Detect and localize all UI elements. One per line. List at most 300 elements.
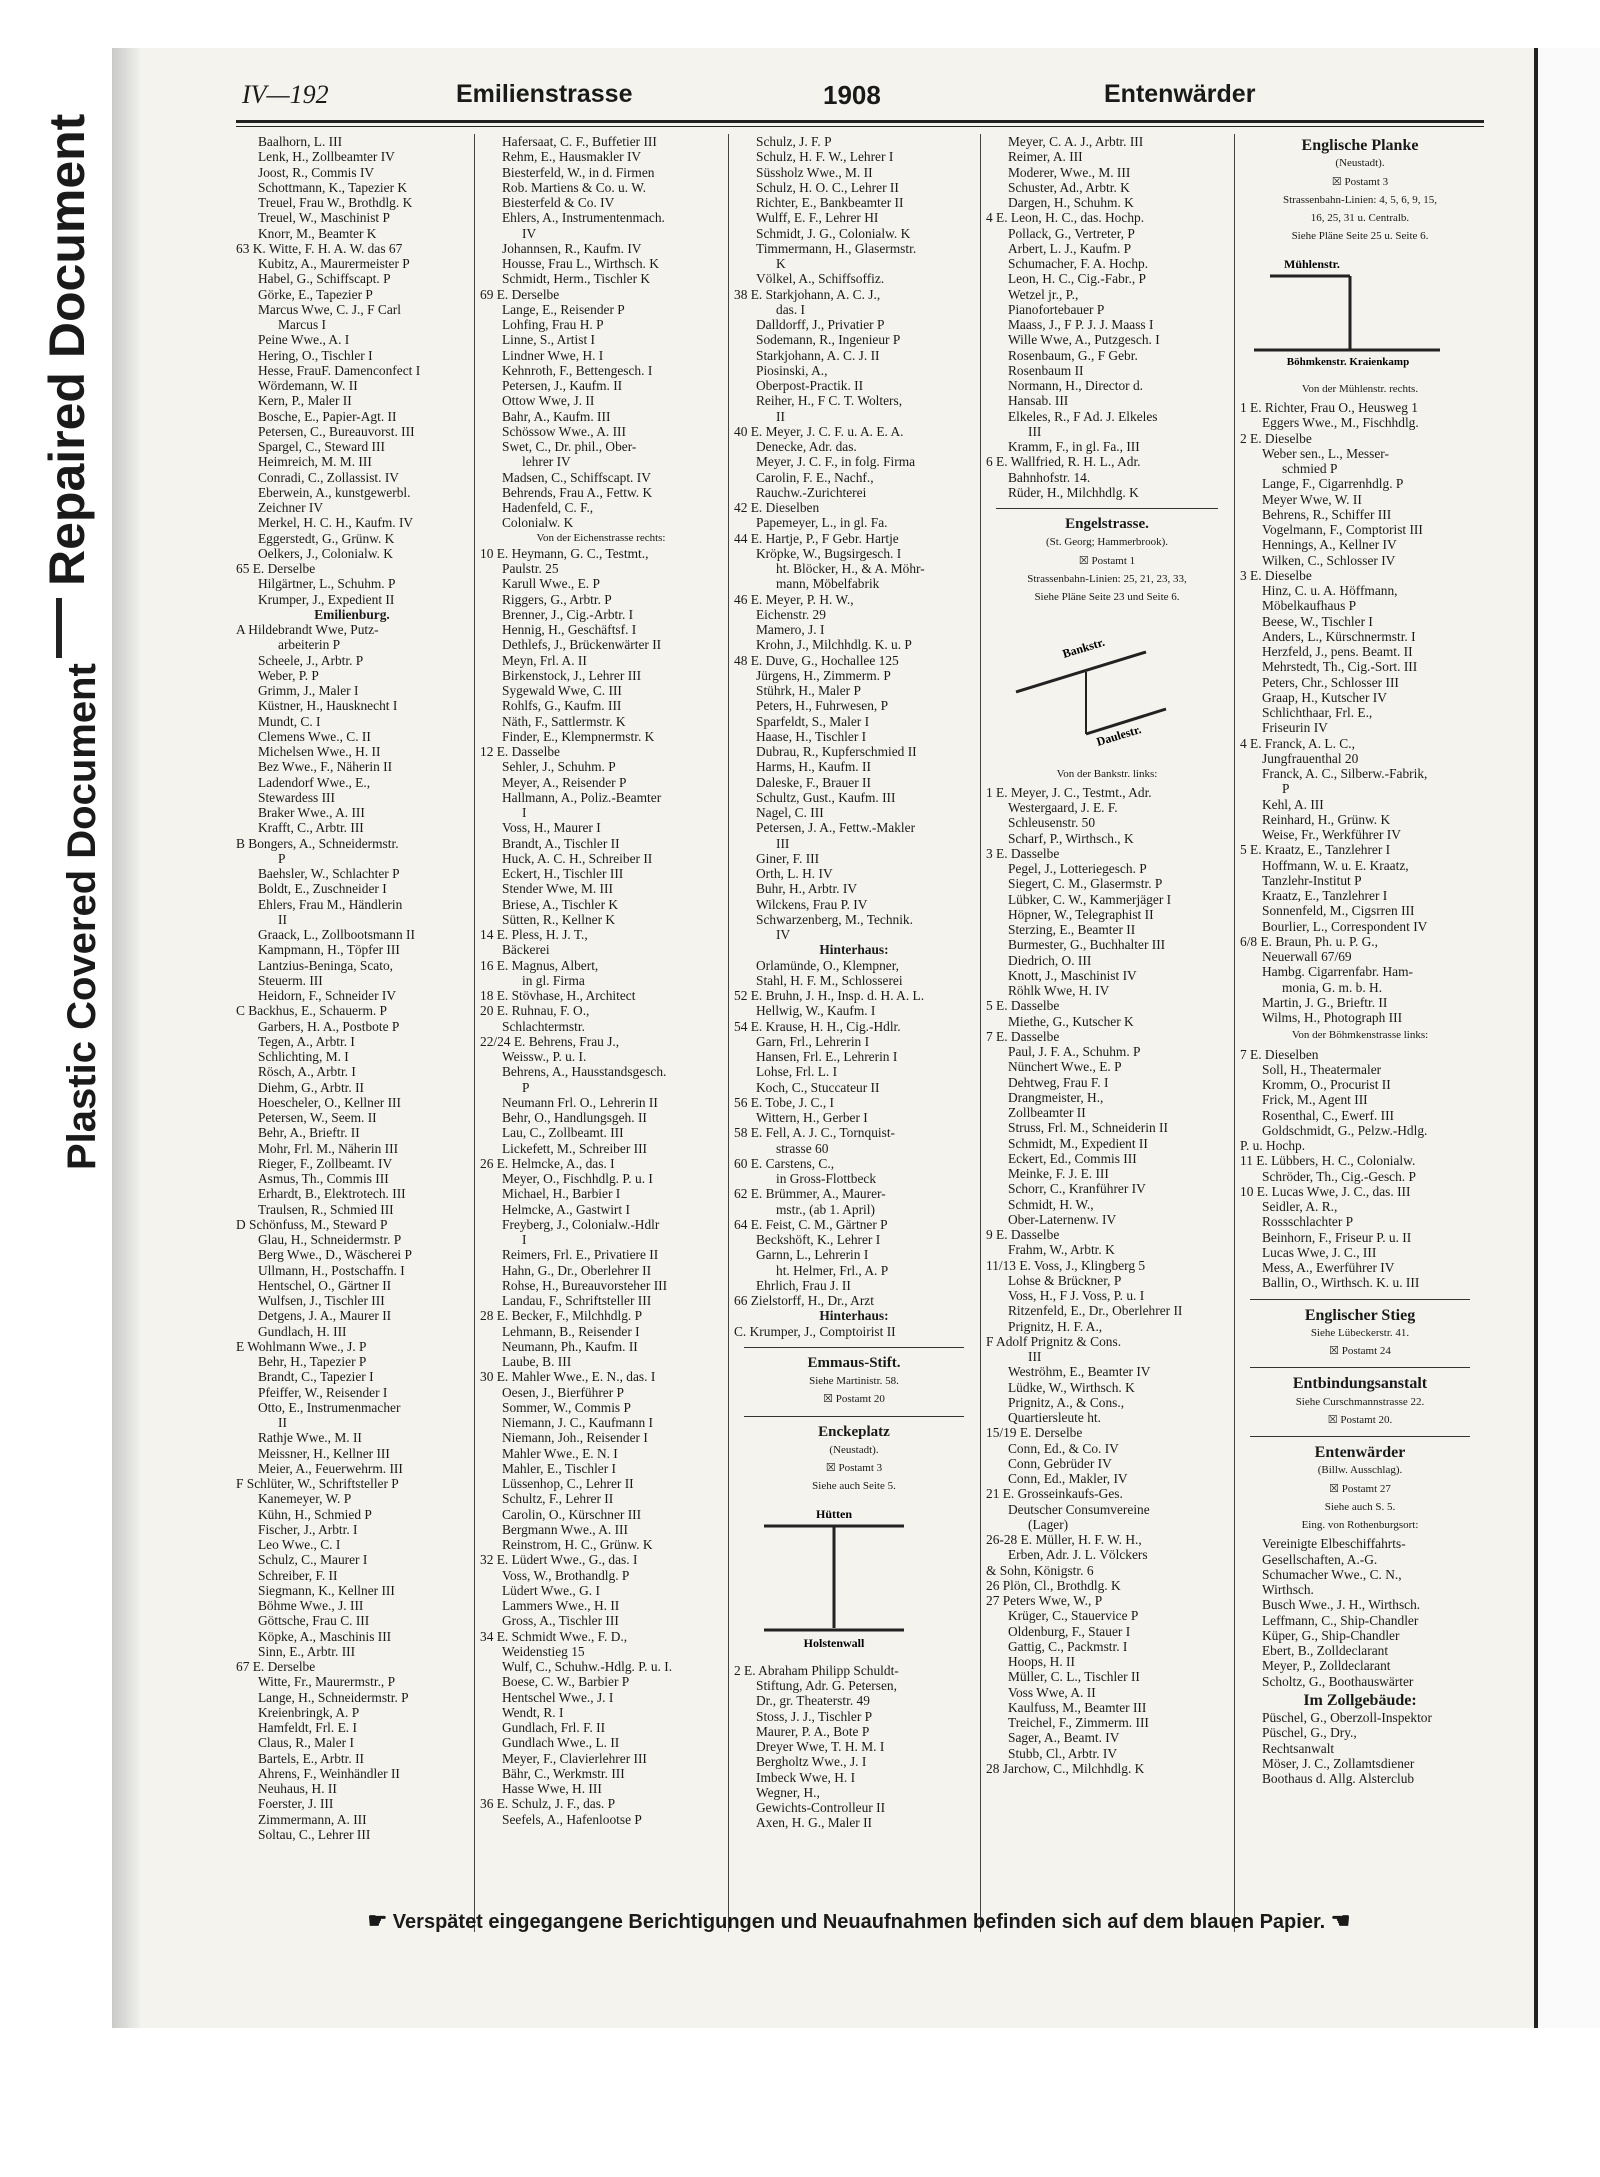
directory-entry: Kreienbringk, A. P: [258, 1704, 360, 1720]
directory-entry: Hennig, H., Geschäftsf. I: [502, 622, 637, 637]
section-rule: [744, 1347, 964, 1348]
directory-entry: (Lager): [1028, 1516, 1069, 1532]
directory-entry: Mehrstedt, Th., Cig.-Sort. III: [1262, 659, 1418, 675]
directory-entry: Schottmann, K., Tapezier K: [258, 179, 408, 195]
directory-entry: P: [1282, 781, 1290, 797]
directory-entry: Schulz, J. F. P: [756, 134, 832, 149]
directory-entry: Knott, J., Maschinist IV: [1008, 967, 1137, 983]
directory-entry: Moderer, Wwe., M. III: [1008, 164, 1131, 180]
engelstrasse-entries: [986, 785, 1228, 1776]
directory-entry: P: [278, 850, 286, 866]
directory-entry: Starkjohann, A. C. J. II: [756, 347, 880, 363]
directory-entry: Denecke, Adr. das.: [756, 439, 857, 454]
postamt-icon: ☒: [1331, 175, 1342, 188]
directory-entry: Göttsche, Frau C. III: [258, 1613, 370, 1629]
directory-entry: Meyer Wwe, W. II: [1262, 491, 1362, 507]
directory-entry: Garnn, L., Lehrerin I: [756, 1247, 869, 1263]
directory-entry: Behr, H., Tapezier P: [258, 1354, 367, 1369]
directory-entry: K: [776, 256, 786, 271]
directory-entry: Rüder, H., Milchhdlg. K: [1008, 484, 1139, 500]
directory-entry: Rieger, F., Zollbeamt. IV: [258, 1155, 393, 1171]
directory-entry: Gundlach, H. III: [258, 1323, 347, 1339]
directory-entry: Hansen, Frl. E., Lehrerin I: [756, 1049, 898, 1064]
entenwaerder-side: Eing. von Rothenburgsort:: [1301, 1519, 1419, 1531]
directory-entry: Laube, B. III: [502, 1354, 572, 1369]
directory-entry: Carolin, O., Kürschner III: [502, 1506, 642, 1522]
directory-entry: Lüssenhop, C., Lehrer II: [502, 1476, 634, 1491]
directory-entry: Orlamünde, O., Klempner,: [756, 957, 900, 973]
directory-entry: Prignitz, H. F. A.,: [1008, 1318, 1103, 1334]
directory-entry: Conn, Ed., Makler, IV: [1008, 1471, 1128, 1486]
directory-entry: Schmidt, J. G., Colonialw. K: [756, 225, 911, 241]
directory-entry: Hamfeldt, Frl. E. I: [258, 1720, 357, 1735]
directory-entry: P: [522, 1079, 530, 1095]
directory-entry: Behrends, Frau A., Fettw. K: [502, 484, 653, 500]
directory-entry: Bergmann Wwe., A. III: [502, 1521, 628, 1537]
directory-entry: 5 E. Dasselbe: [986, 998, 1060, 1014]
directory-entry: Reimer, A. III: [1008, 149, 1083, 165]
directory-entry: Sager, A., Beamt. IV: [1008, 1730, 1120, 1746]
entbindungsanstalt-see: Siehe Curschmannstrasse 22.: [1295, 1395, 1425, 1408]
directory-entry: Möser, J. C., Zollamtsdiener: [1262, 1755, 1415, 1771]
directory-entry: Boothaus d. Allg. Alsterclub: [1262, 1771, 1415, 1786]
englische-planke-see: Siehe Pläne Seite 25 u. Seite 6.: [1291, 230, 1429, 243]
directory-entry: 4 E. Leon, H. C., das. Hochp.: [986, 210, 1145, 226]
directory-entry: Baalhorn, L. III: [258, 134, 343, 149]
directory-entry: Schmidt, M., Expedient II: [1008, 1135, 1148, 1151]
column-2: [480, 134, 722, 1934]
directory-entry: & Sohn, Königstr. 6: [986, 1562, 1094, 1578]
directory-entry: Hahn, G., Dr., Oberlehrer II: [502, 1262, 652, 1278]
directory-entry: Meyn, Frl. A. II: [502, 652, 587, 668]
directory-entry: Hambg. Cigarrenfabr. Ham-: [1262, 964, 1413, 980]
emmaus-stift-title: Emmaus-Stift.: [807, 1354, 901, 1371]
directory-entry: Kramm, F., in gl. Fa., III: [1008, 439, 1140, 454]
page-header: [228, 78, 1490, 122]
directory-entry: Wittern, H., Gerber I: [756, 1110, 868, 1125]
directory-entry: Conn, Ed., & Co. IV: [1008, 1440, 1119, 1456]
engelstrasse-title: Engelstrasse.: [1065, 516, 1149, 532]
directory-entry: Normann, H., Director d.: [1008, 378, 1143, 393]
directory-entry: 69 E. Derselbe: [480, 286, 560, 302]
directory-entry: Eberwein, A., kunstgewerbl.: [258, 484, 411, 500]
directory-entry: Rauchw.-Zurichterei: [756, 484, 867, 500]
directory-entry: Sterzing, E., Beamter II: [1008, 922, 1136, 937]
directory-entry: III: [1028, 423, 1042, 439]
directory-entry: Petersen, J. A., Fettw.-Makler: [756, 820, 916, 836]
directory-entry: Hasse Wwe, H. III: [502, 1781, 602, 1796]
directory-entry: Wilckens, Frau P. IV: [756, 896, 868, 912]
column-5: [1240, 134, 1480, 1934]
englische-planke-street-map: [1240, 254, 1460, 370]
directory-entry: Reinhard, H., Grünw. K: [1262, 811, 1391, 827]
directory-entry: Meier, A., Feuerwehrm. III: [258, 1460, 403, 1476]
directory-entry: strasse 60: [776, 1140, 829, 1156]
directory-entry: Schumacher, F. A. Hochp.: [1008, 256, 1149, 271]
directory-entry: Bosche, E., Papier-Agt. II: [258, 408, 397, 424]
directory-entry: Busch Wwe., J. H., Wirthsch.: [1262, 1597, 1421, 1613]
directory-entry: 26-28 E. Müller, H. F. W. H.,: [986, 1532, 1142, 1547]
directory-entry: Frick, M., Agent III: [1262, 1092, 1368, 1108]
directory-entry: Stiftung, Adr. G. Petersen,: [756, 1678, 897, 1693]
directory-entry: Hilgärtner, L., Schuhm. P: [258, 576, 396, 592]
directory-entry: Soll, H., Theatermaler: [1262, 1061, 1382, 1077]
enckeplatz-see: Siehe auch Seite 5.: [812, 1480, 896, 1493]
directory-entry: 16 E. Magnus, Albert,: [480, 957, 599, 973]
directory-entry: Maass, J., F P. J. J. Maass I: [1008, 317, 1154, 332]
directory-entry: Daleske, F., Brauer II: [756, 774, 871, 790]
directory-entry: Lüdke, W., Wirthsch. K: [1008, 1379, 1135, 1395]
directory-entry: 1 E. Meyer, J. C., Testmt., Adr.: [986, 784, 1152, 800]
directory-entry: Garn, Frl., Lehrerin I: [756, 1033, 870, 1049]
directory-entry: Lohse & Brückner, P: [1008, 1272, 1122, 1288]
repaired-document-label: Repaired Document: [39, 113, 95, 586]
column-3-entries: [734, 134, 974, 1339]
directory-entry: Niemann, J. C., Kaufmann I: [502, 1415, 653, 1430]
directory-entry: Frahm, W., Arbtr. K: [1008, 1242, 1115, 1258]
directory-entry: Rohlfs, G., Kaufm. III: [502, 698, 622, 714]
directory-entry: Paul, J. F. A., Schuhm. P: [1008, 1044, 1141, 1059]
directory-entry: Steuerm. III: [258, 972, 323, 988]
directory-entry: Hentschel, O., Gärtner II: [258, 1277, 392, 1293]
englische-planke-tram-2: 16, 25, 31 u. Centralb.: [1310, 212, 1410, 224]
directory-entry: Schröder, Th., Cig.-Gesch. P: [1262, 1168, 1416, 1184]
directory-entry: Rossschlachter P: [1262, 1214, 1354, 1230]
emmaus-stift-postamt: ☒ Postamt 20: [823, 1393, 885, 1406]
directory-entry: Karull Wwe., E. P: [502, 576, 600, 592]
directory-entry: Sygewald Wwe, C. III: [502, 683, 622, 698]
directory-entry: B Bongers, A., Schneidermstr.: [236, 835, 399, 851]
map-street-bankstr: [1016, 652, 1146, 692]
directory-entry: Voss, H., F J. Voss, P. u. I: [1008, 1288, 1145, 1303]
directory-entry: Gewichts-Controlleur II: [756, 1800, 886, 1815]
directory-entry: Mess, A., Ewerführer IV: [1262, 1260, 1395, 1275]
directory-entry: Merkel, H. C. H., Kaufm. IV: [258, 515, 414, 531]
englische-planke-title: Englische Planke: [1301, 137, 1419, 154]
directory-entry: Goldschmidt, G., Pelzw.-Hdlg.: [1262, 1122, 1428, 1138]
directory-entry: Ladendorf Wwe., E.,: [258, 774, 371, 790]
directory-entry: Pollack, G., Vertreter, P: [1008, 225, 1135, 241]
directory-entry: Rösch, A., Arbtr. I: [258, 1064, 356, 1080]
page-footer: [228, 1908, 1490, 1934]
directory-entry: 6 E. Wallfried, R. H. L., Adr.: [986, 454, 1141, 470]
directory-entry: Püschel, G., Oberzoll-Inspektor: [1262, 1710, 1432, 1725]
directory-entry: Meissner, H., Kellner III: [258, 1445, 390, 1461]
directory-entry: Kehnroth, F., Bettengesch. I: [502, 362, 653, 378]
directory-entry: Richter, E., Bankbeamter II: [756, 195, 904, 210]
directory-entry: 3 E. Dasselbe: [986, 845, 1060, 861]
directory-entry: Asmus, Th., Commis III: [258, 1171, 389, 1186]
directory-entry: 42 E. Dieselben: [734, 500, 820, 515]
directory-entry: Boese, C. W., Barbier P: [502, 1674, 630, 1690]
directory-entry: Weströhm, E., Beamter IV: [1008, 1364, 1151, 1380]
directory-entry: Maurer, P. A., Bote P: [756, 1723, 870, 1739]
directory-entry: Dreyer Wwe, T. H. M. I: [756, 1739, 885, 1754]
postamt-icon: ☒: [825, 1462, 836, 1474]
directory-entry: Mahler Wwe., E. N. I: [502, 1445, 618, 1461]
directory-entry: Colonialw. K: [502, 515, 574, 531]
directory-entry: Gundlach, Frl. F. II: [502, 1720, 606, 1735]
directory-entry: Ahrens, F., Weinhändler II: [258, 1765, 400, 1781]
directory-entry: Von der Eichenstrasse rechts:: [536, 531, 666, 544]
directory-entry: 1 E. Richter, Frau O., Heusweg 1: [1240, 400, 1418, 415]
directory-entry: Ehlers, Frau M., Händlerin: [258, 896, 403, 912]
directory-entry: Clemens Wwe., C. II: [258, 728, 371, 744]
directory-entry: Glau, H., Schneidermstr. P: [258, 1232, 402, 1247]
directory-entry: Emilienburg.: [314, 606, 390, 622]
directory-entry: Wetzel jr., P.,: [1008, 286, 1079, 302]
directory-entry: Heidorn, F., Schneider IV: [258, 988, 397, 1003]
directory-entry: Leon, H. C., Cig.-Fabr., P: [1008, 271, 1146, 287]
directory-entry: Kubitz, A., Maurermeister P: [258, 256, 410, 271]
directory-entry: Oberpost-Practik. II: [756, 378, 864, 393]
directory-entry: 36 E. Schulz, J. F., das. P: [480, 1796, 616, 1812]
directory-entry: Wördemann, W. II: [258, 378, 358, 393]
footer-note: Verspätet eingegangene Berichtigungen und Neuaufnahmen befinden sich auf dem blauen Papier.: [392, 1911, 1326, 1933]
directory-entry: Röhlk Wwe, H. IV: [1008, 983, 1110, 998]
directory-entry: Kröpke, W., Bugsirgesch. I: [756, 545, 902, 561]
postamt-icon: ☒: [1329, 1482, 1339, 1495]
column-divider: [980, 134, 981, 1932]
enckeplatz-title: Enckeplatz: [818, 1423, 890, 1440]
directory-entry: Hoescheler, O., Kellner III: [258, 1094, 401, 1110]
directory-entry: C Backhus, E., Schauerm. P: [236, 1003, 387, 1019]
directory-entry: Knorr, M., Beamter K: [258, 225, 377, 241]
directory-entry: Schulz, H. F. W., Lehrer I: [756, 149, 894, 165]
directory-entry: Marcus I: [278, 317, 326, 332]
directory-entry: 48 E. Duve, G., Hochallee 125: [734, 652, 899, 668]
directory-entry: Voss Wwe, A. II: [1008, 1684, 1096, 1700]
directory-entry: Stender Wwe, M. III: [502, 881, 613, 897]
directory-entry: Kaulfuss, M., Beamter III: [1008, 1699, 1147, 1715]
directory-entry: Brandt, A., Tischler II: [502, 835, 620, 851]
adjacent-page-edge: [1534, 48, 1600, 2028]
directory-entry: 46 E. Meyer, P. H. W.,: [734, 591, 854, 607]
directory-entry: A Hildebrandt Wwe, Putz-: [236, 622, 379, 637]
map-label-bottom: Böhmkenstr. Kraienkamp: [1286, 355, 1410, 368]
directory-entry: Niemann, Joh., Reisender I: [502, 1430, 648, 1446]
directory-entry: Lammers Wwe., H. II: [502, 1598, 620, 1613]
directory-entry: Dubrau, R., Kupferschmied II: [756, 744, 917, 759]
binding-edge: [112, 48, 140, 2028]
directory-entry: arbeiterin P: [278, 637, 341, 653]
directory-entry: 60 E. Carstens, C.,: [734, 1155, 835, 1171]
directory-entry: Riggers, G., Arbtr. P: [502, 591, 612, 607]
directory-entry: Mamero, J. I: [756, 622, 825, 637]
directory-entry: Dethlefs, J., Brückenwärter II: [502, 637, 662, 653]
directory-entry: Carolin, F. E., Nachf.,: [756, 469, 874, 485]
directory-entry: Peters, Chr., Schlosser III: [1262, 674, 1399, 690]
directory-entry: Claus, R., Maler I: [258, 1735, 354, 1751]
englischer-stieg-postamt: ☒ Postamt 24: [1329, 1345, 1391, 1357]
directory-entry: Erben, Adr. J. L. Völckers: [1008, 1547, 1148, 1563]
column-1: [236, 134, 468, 1934]
directory-entry: C. Krumper, J., Comptoirist II: [734, 1323, 896, 1339]
directory-entry: Herzfeld, J., pens. Beamt. II: [1262, 644, 1413, 659]
directory-entry: Scholtz, G., Boothauswärter: [1262, 1673, 1414, 1689]
directory-entry: 52 E. Bruhn, J. H., Insp. d. H. A. L.: [734, 988, 925, 1003]
directory-entry: 67 E. Derselbe: [236, 1659, 316, 1674]
directory-entry: 21 E. Grosseinkaufs-Ges.: [986, 1486, 1123, 1502]
directory-entry: 54 E. Krause, H. H., Cig.-Hdlr.: [734, 1018, 901, 1034]
entbindungsanstalt-postamt: ☒ Postamt 20.: [1327, 1413, 1393, 1426]
directory-entry: III: [1028, 1349, 1042, 1364]
directory-entry: Wendt, R. I: [502, 1704, 564, 1720]
directory-entry: F Adolf Prignitz & Cons.: [986, 1333, 1122, 1349]
directory-entry: Neumann Frl. O., Lehrerin II: [502, 1094, 658, 1110]
directory-entry: Graack, L., Zollbootsmann II: [258, 927, 415, 942]
directory-entry: Haase, H., Tischler I: [756, 728, 867, 744]
directory-entry: 12 E. Dasselbe: [480, 744, 560, 759]
engelstrasse-postamt: ☒ Postamt 1: [1078, 554, 1136, 567]
directory-entry: Schultz, F., Lehrer II: [502, 1491, 614, 1507]
directory-entry: Zimmermann, A. III: [258, 1811, 367, 1827]
directory-entry: Vereinigte Elbeschiffahrts-: [1262, 1536, 1406, 1552]
directory-entry: Sonnenfeld, M., Cigsrren III: [1262, 903, 1415, 919]
englische-planke-entries-2: [1240, 1047, 1480, 1291]
directory-entry: Bahnhofstr. 14.: [1008, 469, 1091, 485]
directory-entry: Giner, F. III: [756, 850, 820, 866]
header-rule: [236, 120, 1484, 123]
directory-entry: Sehler, J., Schuhm. P: [502, 759, 616, 775]
directory-entry: Lüdert Wwe., G. I: [502, 1582, 600, 1598]
directory-entry: Imbeck Wwe, H. I: [756, 1769, 856, 1785]
directory-entry: Burmester, G., Buchhalter III: [1008, 937, 1166, 953]
map-label-top: Hütten: [816, 1506, 852, 1521]
directory-entry: Wilken, C., Schlosser IV: [1262, 552, 1396, 568]
column-divider: [474, 134, 475, 1932]
directory-entry: Stoss, J. J., Tischler P: [756, 1708, 873, 1724]
directory-entry: Hadenfeld, C. F.,: [502, 500, 594, 515]
column-divider: [1234, 134, 1235, 1932]
section-rule: [1250, 1367, 1470, 1368]
directory-entry: Rathje Wwe., M. II: [258, 1430, 362, 1446]
directory-entry: Meyer, F., Clavierlehrer III: [502, 1750, 647, 1766]
directory-entry: Krohn, J., Milchhdlg. K. u. P: [756, 637, 912, 653]
directory-entry: Rechtsanwalt: [1262, 1740, 1335, 1756]
directory-entry: Oelkers, J., Colonialw. K: [258, 545, 393, 561]
directory-entry: Freyberg, J., Colonialw.-Hdlr: [502, 1216, 660, 1232]
directory-entry: Traulsen, R., Schmied III: [258, 1201, 394, 1217]
englischer-stieg-title: Englischer Stieg: [1304, 1306, 1416, 1324]
directory-entry: Hinz, C. u. A. Höffmann,: [1262, 583, 1398, 598]
header-street-to: Entenwärder: [1104, 80, 1256, 108]
directory-entry: Heimreich, M. M. III: [258, 454, 372, 470]
directory-entry: Hallmann, A., Poliz.-Beamter: [502, 789, 662, 805]
directory-entry: Rosenbaum II: [1008, 362, 1084, 378]
directory-entry: 28 Jarchow, C., Milchhdlg. K: [986, 1760, 1145, 1776]
directory-entry: in Gross-Flottbeck: [776, 1171, 877, 1186]
directory-entry: Anders, L., Kürschnermstr. I: [1262, 628, 1416, 644]
directory-entry: Schmidt, H. W.,: [1008, 1196, 1094, 1212]
directory-entry: Näth, F., Sattlermstr. K: [502, 713, 626, 729]
directory-entry: IV: [776, 927, 791, 942]
directory-entry: Böhme Wwe., J. III: [258, 1598, 364, 1613]
directory-entry: Küper, G., Ship-Chandler: [1262, 1627, 1400, 1643]
directory-entry: Schultz, Gust., Kaufm. III: [756, 789, 896, 805]
directory-entry: Ehlers, A., Instrumentenmach.: [502, 210, 665, 226]
directory-entry: Gattig, C., Packmstr. I: [1008, 1638, 1128, 1654]
entbindungsanstalt-title: Entbindungsanstalt: [1292, 1375, 1428, 1393]
directory-entry: Schlichting, M. I: [258, 1049, 349, 1064]
directory-entry: Lenk, H., Zollbeamter IV: [258, 149, 395, 165]
directory-entry: 56 E. Tobe, J. C., I: [734, 1094, 834, 1110]
directory-entry: Reinstrom, H. C., Grünw. K: [502, 1537, 653, 1552]
directory-entry: Conn, Gebrüder IV: [1008, 1455, 1112, 1471]
directory-entry: Sinn, E., Arbtr. III: [258, 1643, 356, 1659]
directory-entry: Arbert, L. J., Kaufm. P: [1008, 240, 1132, 256]
enckeplatz-district: (Neustadt).: [829, 1443, 879, 1456]
directory-entry: Piosinski, A.,: [756, 362, 828, 378]
directory-entry: Treuel, Frau W., Brothdlg. K: [258, 195, 413, 210]
directory-entry: 28 E. Becker, F., Milchhdlg. P: [480, 1308, 643, 1324]
directory-entry: Eggers Wwe., M., Fischhdlg.: [1262, 415, 1419, 431]
directory-entry: Lantzius-Beninga, Scato,: [258, 957, 393, 973]
directory-entry: Martin, J. G., Brieftr. II: [1262, 994, 1388, 1010]
directory-entry: Püschel, G., Dry.,: [1262, 1725, 1357, 1741]
directory-entry: Köpke, A., Maschinis III: [258, 1628, 392, 1644]
directory-entry: Marcus Wwe, C. J., F Carl: [258, 301, 401, 317]
directory-entry: 7 E. Dieselben: [1240, 1046, 1319, 1062]
directory-entry: Treuel, W., Maschinist P: [258, 210, 390, 226]
directory-entry: Diedrich, O. III: [1008, 952, 1092, 968]
directory-entry: Bäckerei: [502, 942, 550, 958]
directory-entry: Hansab. III: [1008, 393, 1069, 409]
directory-entry: P. u. Hochp.: [1240, 1138, 1306, 1153]
directory-entry: Mahler, E., Tischler I: [502, 1460, 617, 1476]
directory-entry: Kern, P., Maler II: [258, 393, 352, 409]
directory-entry: Weise, Fr., Werkführer IV: [1262, 827, 1401, 842]
directory-entry: Ober-Laternenw. IV: [1008, 1211, 1117, 1227]
directory-entry: Behr, O., Handlungsgeh. II: [502, 1110, 647, 1125]
directory-entry: Weber, P. P: [258, 667, 319, 683]
directory-entry: Bähr, C., Werkmstr. III: [502, 1765, 625, 1781]
directory-entry: Grimm, J., Maler I: [258, 683, 359, 698]
zollgebaeude-entries: [1240, 1710, 1480, 1786]
directory-entry: Biesterfeld & Co. IV: [502, 195, 615, 210]
entenwaerder-entries: [1240, 1536, 1480, 1689]
directory-entry: Schulz, H. O. C., Lehrer II: [756, 179, 899, 195]
directory-entry: Schorr, C., Kranführer IV: [1008, 1181, 1146, 1197]
column-divider: [728, 134, 729, 1932]
directory-entry: Krumper, J., Expedient II: [258, 591, 395, 607]
column-4-entries: [986, 134, 1228, 500]
directory-entry: Weber sen., L., Messer-: [1262, 445, 1389, 461]
directory-entry: Pfeiffer, W., Reisender I: [258, 1384, 388, 1400]
bottom-margin: [112, 2028, 1600, 2177]
entenwaerder-title: Entenwärder: [1314, 1444, 1406, 1461]
directory-entry: Habel, G., Schiffscapt. P: [258, 271, 391, 287]
directory-entry: Housse, Frau L., Wirthsch. K: [502, 256, 659, 271]
directory-entry: Jürgens, H., Zimmerm. P: [756, 667, 891, 683]
directory-entry: Weissw., P. u. I.: [502, 1049, 587, 1064]
directory-entry: mstr., (ab 1. April): [776, 1201, 875, 1217]
directory-entry: Nagel, C. III: [756, 805, 824, 820]
directory-entry: Oesen, J., Bierführer P: [502, 1384, 624, 1400]
directory-entry: Rob. Martiens & Co. u. W.: [502, 179, 646, 195]
directory-entry: Sparfeldt, S., Maler I: [756, 713, 870, 729]
postamt-icon: ☒: [1327, 1413, 1338, 1426]
directory-entry: Petersen, W., Seem. II: [258, 1110, 377, 1125]
postamt-icon: ☒: [823, 1393, 833, 1406]
directory-entry: 26 Plön, Cl., Brothdlg. K: [986, 1577, 1121, 1593]
map-label-bankstr: Bankstr.: [1060, 635, 1107, 662]
directory-entry: Leo Wwe., C. I: [258, 1537, 341, 1552]
directory-entry: 20 E. Ruhnau, F. O.,: [480, 1003, 590, 1019]
directory-entry: Stubb, Cl., Arbtr. IV: [1008, 1745, 1117, 1761]
directory-entry: 3 E. Dieselbe: [1240, 567, 1312, 583]
directory-entry: Lange, F., Cigarrenhdlg. P: [1262, 476, 1404, 492]
